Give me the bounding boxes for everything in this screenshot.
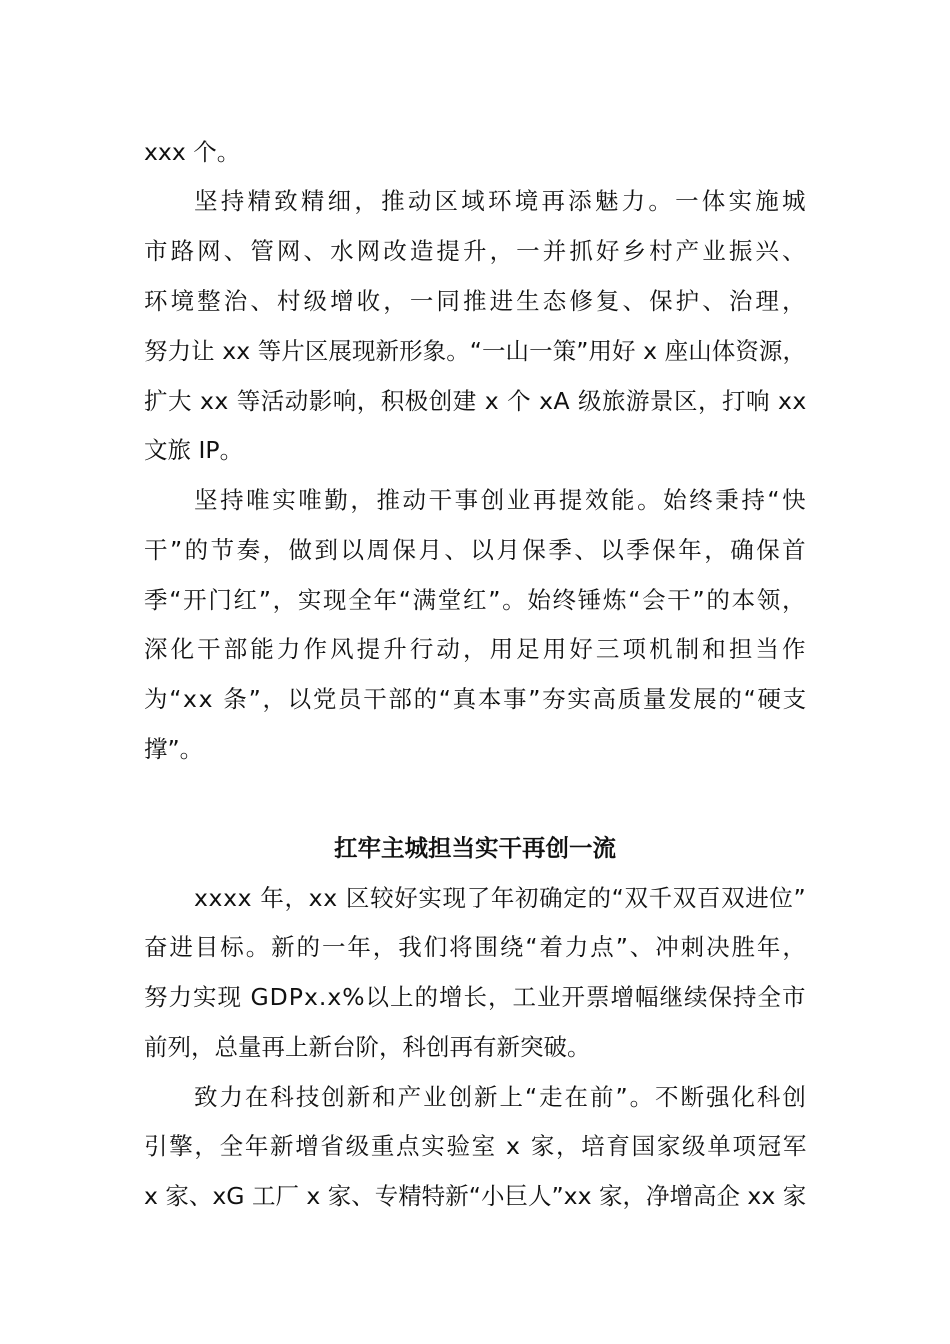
text-line: 环境整治、村级增收，一同推进生态修复、保护、治理， — [144, 287, 809, 315]
text-line: 干”的节奏，做到以周保月、以月保季、以季保年，确保首 — [144, 536, 809, 564]
text-line: 前列，总量再上新台阶，科创再有新突破。 — [144, 1033, 591, 1061]
text-line: 深化干部能力作风提升行动，用足用好三项机制和担当作 — [144, 635, 809, 663]
paragraph-first-line: 致力在科技创新和产业创新上“走在前”。不断强化科创 — [194, 1083, 808, 1111]
text-line: 市路网、管网、水网改造提升，一并抓好乡村产业振兴、 — [144, 237, 809, 265]
paragraph-first-line: 坚持精致精细，推动区域环境再添魅力。一体实施城 — [194, 187, 809, 215]
text-line: 努力让 xx 等片区展现新形象。“一山一策”用好 x 座山体资源， — [144, 337, 807, 365]
text-line: 引擎，全年新增省级重点实验室 x 家，培育国家级单项冠军 — [144, 1132, 809, 1160]
text-line: 扩大 xx 等活动影响，积极创建 x 个 xA 级旅游景区，打响 xx — [144, 387, 807, 415]
text-line: xxx 个。 — [144, 138, 241, 166]
text-line: 努力实现 GDPx.x%以上的增长，工业开票增幅继续保持全市 — [144, 983, 807, 1011]
paragraph-first-line: xxxx 年，xx 区较好实现了年初确定的“双千双百双进位” — [194, 884, 807, 912]
section-heading: 扛牢主城担当实干再创一流 — [334, 834, 616, 862]
text-line: 为“xx 条”，以党员干部的“真本事”夯实高质量发展的“硬支 — [144, 685, 808, 713]
text-line: 季“开门红”，实现全年“满堂红”。始终锤炼“会干”的本领， — [144, 586, 808, 614]
text-line: x 家、xG 工厂 x 家、专精特新“小巨人”xx 家，净增高企 xx 家 — [144, 1182, 807, 1210]
text-line: 文旅 IP。 — [144, 436, 244, 464]
text-line: 奋进目标。新的一年，我们将围绕“着力点”、冲刺决胜年， — [144, 933, 808, 961]
text-line: 撑”。 — [144, 735, 204, 763]
paragraph-first-line: 坚持唯实唯勤，推动干事创业再提效能。始终秉持“快 — [194, 486, 809, 514]
